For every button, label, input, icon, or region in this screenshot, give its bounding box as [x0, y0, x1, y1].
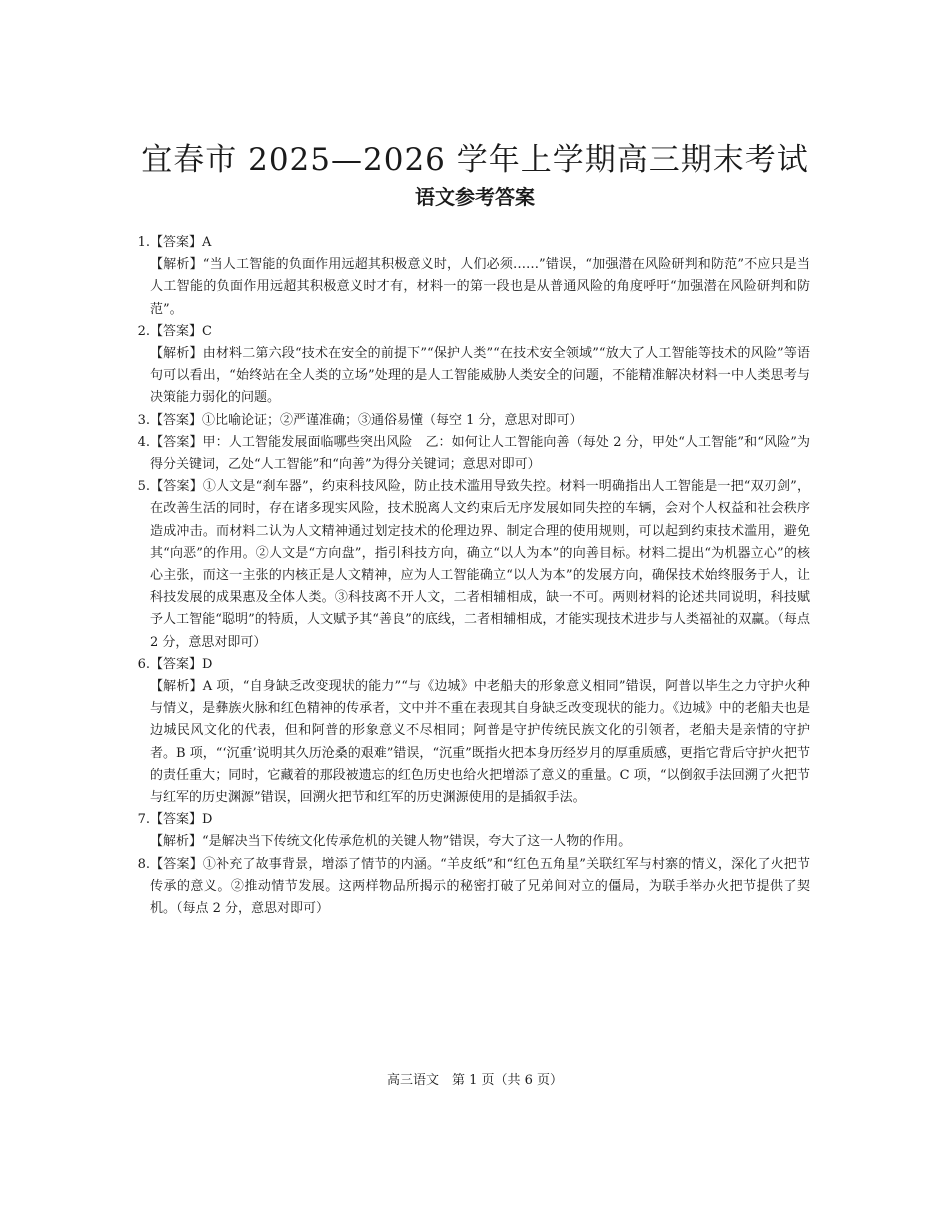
question-answer: 【答案】D: [150, 656, 213, 672]
question-answer: 【答案】甲：人工智能发展面临哪些突出风险 乙：如何让人工智能向善（每处 2 分，甲处“人工智能”和“风险”为得分关键词，乙处“人工智能”和“向善”为得分关键词；意思对即可）: [150, 434, 810, 473]
question-answer: 【答案】①补充了故事背景，增添了情节的内涵。“羊皮纸”和“红色五角星”关联红军与村寨的情义，深化了火把节传承的意义。②推动情节发展。这两样物品所揭示的秘密打破了兄弟间对立的僵局，为联手举办火把节提供了契机。（每点 2 分，意思对即可）: [150, 856, 810, 917]
question-7: [137, 809, 810, 853]
question-number: 6.: [137, 656, 150, 672]
question-number: 2.: [137, 323, 150, 339]
question-answer: 【答案】①人文是“刹车器”，约束科技风险，防止技术滥用导致失控。材料一明确指出人工智能是一把“双刃剑”，在改善生活的同时，存在诸多现实风险，技术脱离人文约束后无序发展如同失控的车辆，会对个人权益和社会秩序造成冲击。而材料二认为人文精神通过划定技术的伦理边界、制定合理的使用规则，可以起到约束技术滥用，避免其“向恶”的作用。②人文是“方向盘”，指引科技方向，确立“以人为本”的向善目标。材料二提出“为机器立心”的核心主张，而这一主张的内核正是人文精神，应为人工智能确立“以人为本”的发展方向，确保技术始终服务于人，让科技发展的成果惠及全体人类。③科技离不开人文，二者相辅相成，缺一不可。两则材料的论述共同说明，科技赋予人工智能“聪明”的特质，人文赋予其“善良”的底线，二者相辅相成，才能实现技术进步与人类福祉的双赢。（每点 2 分，意思对即可）: [150, 479, 810, 650]
question-analysis: 【解析】“当人工智能的负面作用远超其积极意义时，人们必须……”错误，“加强潜在风险研判和防范”不应只是当人工智能的负面作用远超其积极意义时才有，材料一的第一段也是从普通风险的角度呼吁“加强潜在风险研判和防范”。: [150, 257, 810, 317]
question-number: 4.: [137, 434, 150, 450]
question-6: [137, 654, 810, 809]
question-number: 7.: [137, 812, 150, 828]
question-4: [137, 432, 810, 476]
question-number: 1.: [137, 235, 150, 250]
page-title: 宜春市 2025—2026 学年上学期高三期末考试: [141, 142, 809, 178]
question-answer: 【答案】①比喻论证；②严谨准确；③通俗易懂（每空 1 分，意思对即可）: [150, 412, 583, 428]
page-subtitle: 语文参考答案: [415, 185, 535, 209]
question-8: [137, 854, 810, 921]
question-5: [137, 476, 810, 654]
question-number: 3.: [137, 412, 150, 428]
question-3: [137, 410, 810, 432]
answer-list: [137, 232, 810, 920]
question-answer: 【答案】C: [150, 323, 212, 339]
question-number: 5.: [137, 479, 150, 495]
question-number: 8.: [137, 856, 150, 872]
question-1: [137, 232, 810, 321]
question-analysis: 【解析】由材料二第六段“技术在安全的前提下”“保护人类”“在技术安全领域”“放大了人工智能等技术的风险”等语句可以看出，“始终站在全人类的立场”处理的是人工智能威胁人类安全的问题，不能精准解决材料一中人类思考与决策能力弱化的问题。: [150, 346, 810, 406]
question-analysis: 【解析】A 项，“自身缺乏改变现状的能力”“与《边城》中老船夫的形象意义相同”错误，阿普以毕生之力守护火种与情义，是彝族火脉和红色精神的传承者，文中并不重在表现其自身缺乏改变现状的能力。《边城》中的老船夫也是边城民风文化的代表，但和阿普的形象意义不尽相同；阿普是守护传统民族文化的引领者，老船夫是亲情的守护者。B 项，“‘沉重’说明其久历沧桑的艰难”错误，“沉重”既指火把本身历经岁月的厚重质感，更指它背后守护火把节的责任重大；同时，它藏着的那段被遗忘的红色历史也给火把增添了意义的重量。C 项，“以倒叙手法回溯了火把节与红军的历史渊源”错误，回溯火把节和红军的历史渊源使用的是插叙手法。: [150, 679, 810, 806]
page-footer: 高三语文 第 1 页（共 6 页）: [386, 1073, 564, 1088]
question-2: [137, 321, 810, 410]
question-answer: 【答案】A: [150, 235, 212, 250]
question-answer: 【答案】D: [150, 812, 213, 828]
question-analysis: 【解析】“是解决当下传统文化传承危机的关键人物”错误，夸大了这一人物的作用。: [150, 834, 632, 850]
